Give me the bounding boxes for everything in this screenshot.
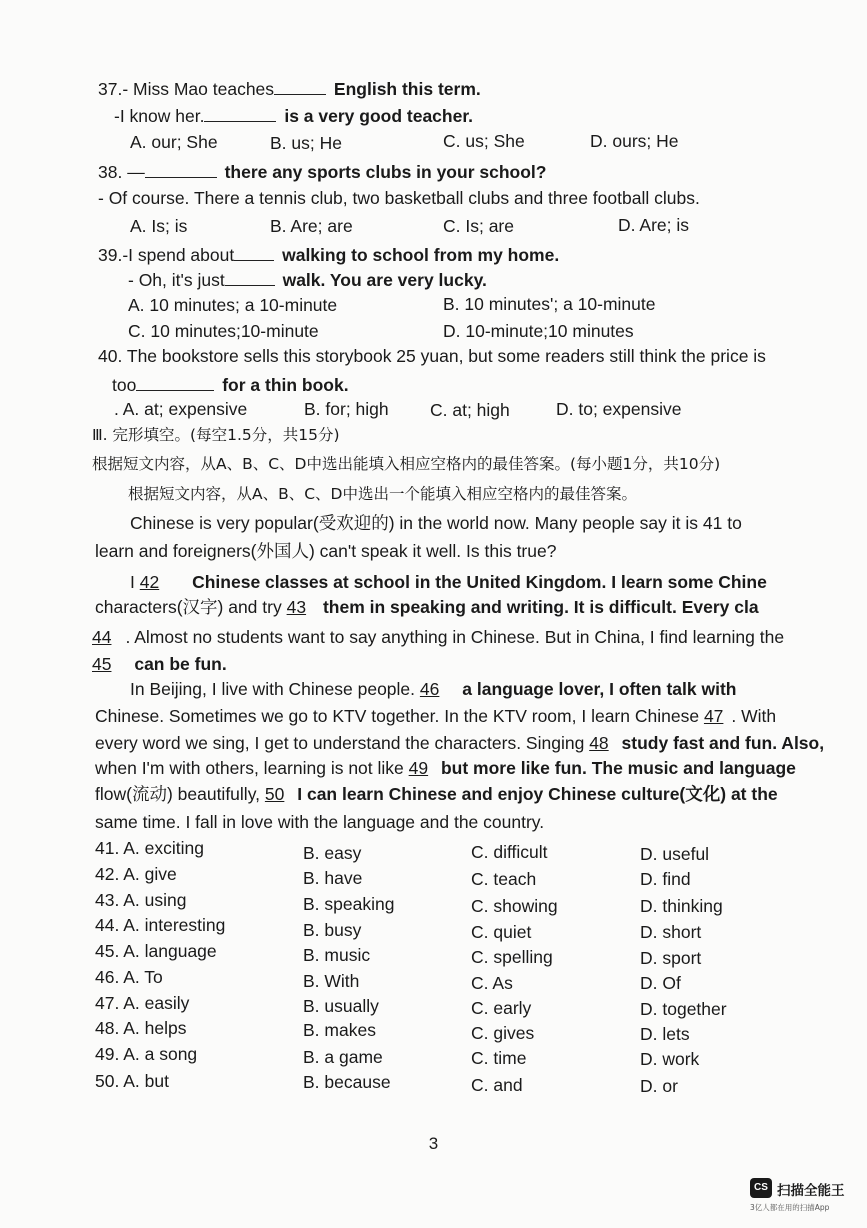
- passage-p3-line-6: same time. I fall in love with the language and the country.: [95, 812, 545, 832]
- q49-option-b: B. a game: [303, 1047, 383, 1067]
- q46-option-b: B. With: [303, 971, 360, 991]
- q50-option-b: B. because: [303, 1072, 391, 1092]
- q48-option-b: B. makes: [303, 1020, 376, 1040]
- q44-option-a: 44. A. interesting: [95, 915, 226, 935]
- q40-stem-2-bold: for a thin book.: [222, 375, 349, 395]
- passage-text: characters(汉字) and try: [95, 597, 282, 617]
- blank-50: 50: [264, 784, 285, 804]
- q37-stem: 37.- Miss Mao teaches: [98, 79, 275, 99]
- section-instruction-2: 根据短文内容，从A、B、C、D中选出一个能填入相应空格内的最佳答案。: [128, 485, 637, 503]
- passage-bold: study fast and fun. Also,: [621, 733, 825, 753]
- q38-stem: 38. —: [98, 162, 145, 182]
- q39-option-c: C. 10 minutes;10-minute: [128, 321, 319, 341]
- passage-p1-line-1: Chinese is very popular(受欢迎的) in the world now. Many people say it is 41 to: [130, 513, 742, 533]
- blank-49: 49: [408, 758, 429, 778]
- passage-bold: I can learn Chinese and enjoy Chinese culture(文化) at the: [297, 784, 778, 804]
- q43-option-c: C. showing: [471, 896, 558, 916]
- blank-44: 44: [92, 627, 112, 647]
- q44-option-b: B. busy: [303, 920, 362, 940]
- passage-p1-line-2: learn and foreigners(外国人) can't speak it well. Is this true?: [95, 541, 557, 561]
- passage-text: I: [130, 572, 135, 592]
- q37-option-a: A. our; She: [130, 132, 218, 152]
- q50-option-d: D. or: [640, 1076, 678, 1096]
- passage-bold: them in speaking and writing. It is difficult. Every cla: [322, 597, 759, 617]
- passage-text: Chinese. Sometimes we go to KTV together. In the KTV room, I learn Chinese: [95, 706, 700, 726]
- passage-p3-line-2: [95, 705, 776, 727]
- q47-option-c: C. early: [471, 998, 532, 1018]
- watermark-name: 扫描全能王: [777, 1183, 845, 1199]
- passage-text: flow(流动) beautifully,: [95, 784, 261, 804]
- q44-option-d: D. short: [640, 922, 702, 942]
- q40-line-1: 40. The bookstore sells this storybook 25 yuan, but some readers still think the price is: [98, 346, 766, 366]
- q40-line-2: [112, 372, 349, 396]
- passage-bold: but more like fun. The music and language: [440, 758, 796, 778]
- q46-option-c: C. As: [471, 973, 513, 993]
- q47-option-a: 47. A. easily: [95, 993, 190, 1013]
- q45-option-b: B. music: [303, 945, 371, 965]
- q49-option-a: 49. A. a song: [95, 1044, 198, 1064]
- blank-42: 42: [139, 572, 160, 592]
- q37-option-d: D. ours; He: [590, 131, 679, 151]
- q38-option-c: C. Is; are: [443, 216, 514, 236]
- passage-p3-line-3: [95, 732, 824, 754]
- q42-option-d: D. find: [640, 869, 691, 889]
- q41-option-b: B. easy: [303, 843, 362, 863]
- q39-line-1: [98, 242, 559, 266]
- q42-option-c: C. teach: [471, 869, 537, 889]
- q39-option-b: B. 10 minutes'; a 10-minute: [443, 294, 656, 314]
- blank-43: 43: [286, 597, 307, 617]
- passage-p3-line-5: [95, 783, 778, 805]
- q48-option-d: D. lets: [640, 1024, 690, 1044]
- passage-bold: can be fun.: [134, 654, 227, 674]
- q50-option-a: 50. A. but: [95, 1071, 169, 1091]
- q37-line-2: [114, 103, 473, 127]
- section-instruction-1: 根据短文内容，从A、B、C、D中选出能填入相应空格内的最佳答案。(每小题1分，共10分): [92, 455, 721, 473]
- passage-text: . Almost no students want to say anything in Chinese. But in China, I find learning the: [125, 627, 785, 647]
- q40-option-b: B. for; high: [304, 399, 389, 419]
- passage-p2-line-2: [95, 596, 759, 618]
- blank-47: 47: [703, 706, 724, 726]
- q40-option-a: . A. at; expensive: [114, 399, 248, 419]
- q39-stem-2: - Oh, it's just: [128, 270, 225, 290]
- q39-stem-2-bold: walk. You are very lucky.: [282, 270, 487, 290]
- q38-option-a: A. Is; is: [130, 216, 188, 236]
- q37-stem-2: -I know her.: [114, 106, 205, 126]
- q40-option-d: D. to; expensive: [556, 399, 682, 419]
- q40-stem-2: too: [112, 375, 137, 395]
- q42-option-a: 42. A. give: [95, 864, 177, 884]
- q45-option-d: D. sport: [640, 948, 702, 968]
- passage-text: when I'm with others, learning is not like: [95, 758, 404, 778]
- q39-blank-1: [234, 242, 274, 261]
- blank-48: 48: [589, 733, 609, 753]
- scanner-watermark: [750, 1178, 862, 1218]
- q49-option-c: C. time: [471, 1048, 527, 1068]
- q38-stem-bold: there any sports clubs in your school?: [224, 162, 547, 182]
- watermark-tagline: 3亿人都在用的扫描App: [750, 1203, 830, 1212]
- q37-stem-2-bold: is a very good teacher.: [284, 106, 474, 126]
- q43-option-d: D. thinking: [640, 896, 723, 916]
- passage-p2-line-4: [92, 653, 227, 675]
- passage-p2-line-1: [130, 571, 767, 593]
- q39-blank-2: [225, 267, 275, 286]
- passage-text: . With: [731, 706, 777, 726]
- q41-option-d: D. useful: [640, 844, 710, 864]
- q47-option-b: B. usually: [303, 996, 379, 1016]
- q37-line-1: [98, 76, 481, 100]
- q38-option-d: D. Are; is: [618, 215, 689, 235]
- q38-blank: [145, 159, 217, 178]
- q50-option-c: C. and: [471, 1075, 523, 1095]
- q37-stem-bold: English this term.: [333, 79, 481, 99]
- q38-line-1: [98, 159, 546, 183]
- q46-option-a: 46. A. To: [95, 967, 163, 987]
- passage-text: every word we sing, I get to understand the characters. Singing: [95, 733, 585, 753]
- camscanner-logo-icon: CS: [750, 1178, 772, 1198]
- q48-option-c: C. gives: [471, 1023, 535, 1043]
- page-number: 3: [428, 1134, 439, 1153]
- q38-option-b: B. Are; are: [270, 216, 353, 236]
- blank-45: 45: [92, 654, 112, 674]
- q43-option-a: 43. A. using: [95, 890, 187, 910]
- q37-option-b: B. us; He: [270, 133, 342, 153]
- q49-option-d: D. work: [640, 1049, 700, 1069]
- q43-option-b: B. speaking: [303, 894, 395, 914]
- q42-option-b: B. have: [303, 868, 363, 888]
- q39-stem: 39.-I spend about: [98, 245, 235, 265]
- section-heading: Ⅲ. 完形填空。(每空1.5分，共15分): [92, 426, 340, 444]
- blank-46: 46: [419, 679, 440, 699]
- q37-blank-2: [204, 103, 276, 122]
- q45-option-c: C. spelling: [471, 947, 553, 967]
- passage-bold: a language lover, I often talk with: [462, 679, 737, 699]
- q46-option-d: D. Of: [640, 973, 681, 993]
- q48-option-a: 48. A. helps: [95, 1018, 187, 1038]
- q41-option-a: 41. A. exciting: [95, 838, 204, 858]
- q39-option-a: A. 10 minutes; a 10-minute: [128, 295, 338, 315]
- q41-option-c: C. difficult: [471, 842, 548, 862]
- q37-option-c: C. us; She: [443, 131, 525, 151]
- q39-stem-bold: walking to school from my home.: [282, 245, 560, 265]
- passage-bold: Chinese classes at school in the United Kingdom. I learn some Chine: [192, 572, 767, 592]
- q45-option-a: 45. A. language: [95, 941, 217, 961]
- passage-p2-line-3: [92, 626, 784, 648]
- q37-blank-1: [274, 76, 326, 95]
- q44-option-c: C. quiet: [471, 922, 532, 942]
- passage-p3-line-1: [130, 678, 736, 700]
- q39-option-d: D. 10-minute;10 minutes: [443, 321, 634, 341]
- passage-p3-line-4: [95, 757, 796, 779]
- q40-option-c: C. at; high: [430, 400, 510, 420]
- q39-line-2: [128, 267, 487, 291]
- q47-option-d: D. together: [640, 999, 727, 1019]
- passage-text: In Beijing, I live with Chinese people.: [130, 679, 416, 699]
- q40-blank: [136, 372, 214, 391]
- q38-line-2: - Of course. There a tennis club, two basketball clubs and three football clubs.: [98, 188, 700, 208]
